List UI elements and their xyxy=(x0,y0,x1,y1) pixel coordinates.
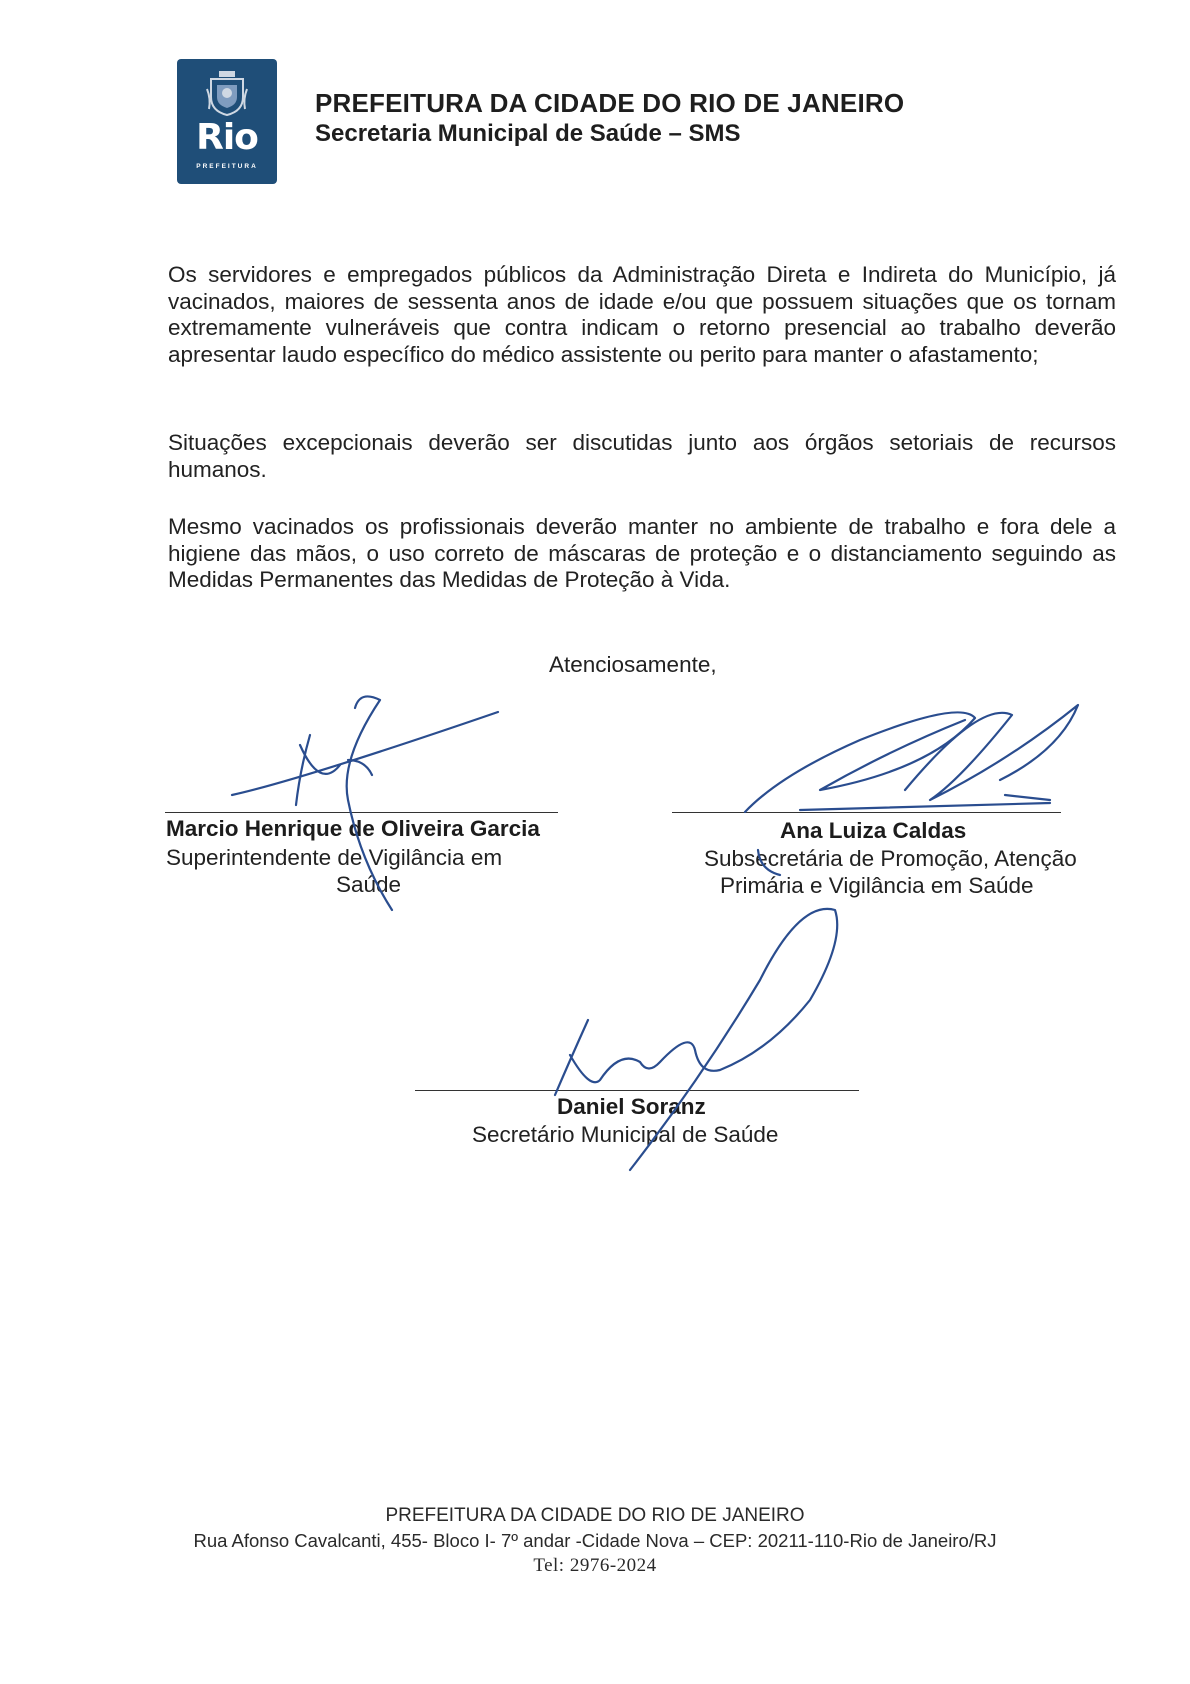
signatory-name: Daniel Soranz xyxy=(557,1094,706,1119)
signature-line xyxy=(165,812,558,813)
signatory-role: Subsecretária de Promoção, Atenção xyxy=(704,846,1077,871)
logo-text: Rio xyxy=(196,117,258,158)
coat-of-arms-icon xyxy=(205,69,249,117)
paragraph-vaccinated-staff: Os servidores e empregados públicos da Administração Direta e Indireta do Município, já vacinados, maiores de sessenta anos de idade e/ou que possuem situações que os tornam extremamente vulneráveis que contra indicam o retorno presencial ao trabalho deverão apresentar laudo específico do médico assistente ou perito para manter o afastamento; xyxy=(168,262,1116,367)
footer-address: Rua Afonso Cavalcanti, 455- Bloco I- 7º andar -Cidade Nova – CEP: 20211-110-Rio de Janeiro/RJ xyxy=(193,1530,997,1551)
logo-subtext: PREFEITURA xyxy=(196,163,258,170)
signatory-name: Marcio Henrique de Oliveira Garcia xyxy=(166,816,540,841)
signatory-role: Saúde xyxy=(336,872,402,897)
rio-prefeitura-logo xyxy=(177,59,277,184)
signature-line xyxy=(672,812,1061,813)
header-title: PREFEITURA DA CIDADE DO RIO DE JANEIRO xyxy=(315,88,905,118)
signatory-role: Primária e Vigilância em Saúde xyxy=(720,873,1034,898)
signatory-role: Superintendente de Vigilância em xyxy=(166,845,503,870)
signature-line xyxy=(415,1090,859,1091)
footer-institution: PREFEITURA DA CIDADE DO RIO DE JANEIRO xyxy=(385,1505,805,1526)
paragraph-protection-measures: Mesmo vacinados os profissionais deverão manter no ambiente de trabalho e fora dele a higiene das mãos, o uso correto de máscaras de proteção e o distanciamento seguindo as Medidas Permanentes das Medidas de Proteção à Vida. xyxy=(168,514,1116,592)
signatory-name: Ana Luiza Caldas xyxy=(780,818,967,843)
paragraph-exceptional-situations: Situações excepcionais deverão ser discutidas junto aos órgãos setoriais de recursos humanos. xyxy=(168,430,1116,482)
signatory-role: Secretário Municipal de Saúde xyxy=(472,1122,779,1147)
header-subtitle: Secretaria Municipal de Saúde – SMS xyxy=(315,120,741,147)
footer-phone: Tel: 2976-2024 xyxy=(533,1555,657,1576)
closing-salutation: Atenciosamente, xyxy=(549,652,717,677)
